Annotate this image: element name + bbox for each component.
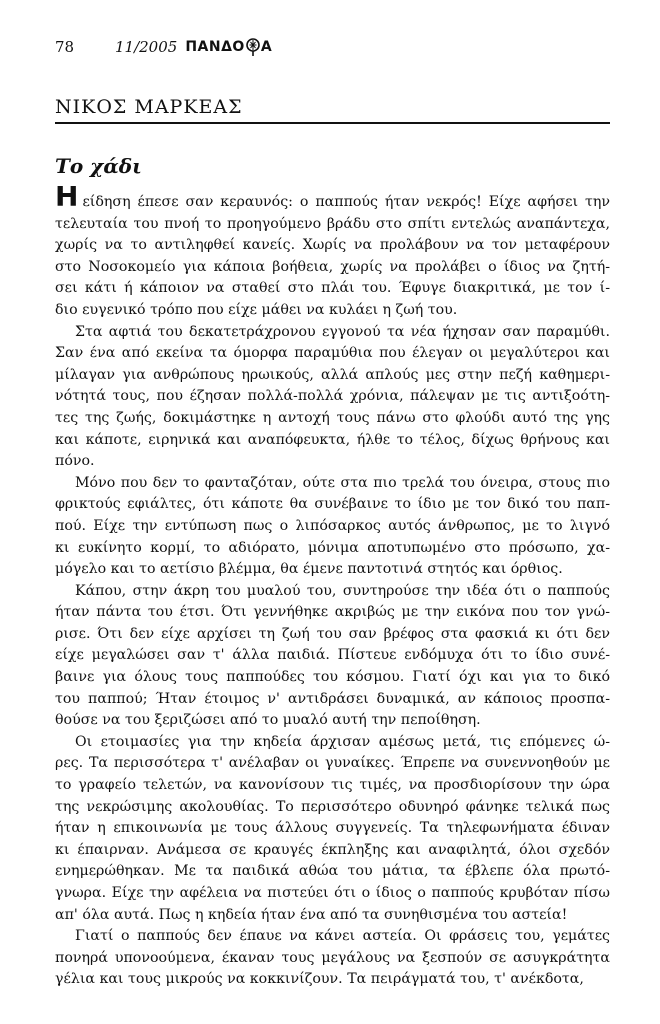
text-line: βαινε για όλους τους παππούδες του κόσμου. Γιατί όχι και για το δικό (55, 669, 610, 686)
text-line: Κάπου, στην άκρη του μυαλού του, συντηρούσε την ιδέα ότι ο παππούς (75, 582, 610, 599)
text-line: ενημερώθηκαν. Με τα παιδικά αθώα του μάτια, τα έβλεπε όλα πρωτό- (55, 863, 610, 880)
article-title: Το χάδι (55, 154, 142, 178)
text-line: νότητά τους, που έζησαν πολλά-πολλά χρόνια, πάλεψαν με τις αντιξοότη- (55, 388, 610, 405)
page-number: 78 (55, 38, 75, 56)
logo-right-text: Α (260, 39, 273, 55)
text-line: Στα αφτιά του δεκατετράχρονου εγγονού τα νέα ήχησαν σαν παραμύθι. (75, 323, 610, 340)
text-line: πού. Είχε την εντύπωση πως ο λιπόσαρκος αυτός άνθρωπος, με το λιγνό (55, 517, 610, 534)
text-line: του παππού; Ήταν έτοιμος ν' αντιδράσει δυναμικά, αν κάποιος προσπα- (55, 690, 610, 707)
text-line: διο ευγενικό τρόπο που είχε μάθει να κυλάει η ζωή του. (55, 301, 458, 318)
paragraph (55, 732, 610, 926)
paragraph (55, 581, 610, 732)
text-line: γνωρα. Είχε την αφέλεια να πιστεύει ότι ο ίδιος ο παππούς κρυβόταν πίσω (55, 885, 610, 901)
text-line: γέλια και τους μικρούς να κοκκινίζουν. Τα πειράγματά του, τ' ανέκδοτα, (55, 971, 584, 988)
text-line: ρες. Τα περισσότερα τ' ανέλαβαν οι γυναίκες. Έπρεπε να συνεννοηθούν με (55, 755, 610, 772)
text-line: ήταν η επικοινωνία με τους άλλους συγγενείς. Τα τηλεφωνήματα έδιναν (55, 820, 610, 837)
text-line: κι έπαιρναν. Ανάμεσα σε κραυγές έκπληξης και αναφιλητά, όλοι σχεδόν (55, 841, 610, 858)
paragraph (55, 186, 610, 322)
drop-cap: Η (55, 186, 79, 213)
text-line: Σαν ένα από εκείνα τα όμορφα παραμύθια που έλεγαν οι μεγαλύτεροι και (55, 345, 610, 362)
paragraph (55, 926, 610, 991)
running-head (55, 36, 272, 58)
article-body (55, 186, 610, 991)
text-line: κι ευκίνητο κορμί, το αδιόρατο, μόνιμα αποτυπωμένο στο πρόσωπο, χα- (55, 539, 610, 556)
text-line: ήταν πάντα του έτσι. Ότι γεννήθηκε ακριβώς με την εικόνα που τον γνώ- (55, 604, 610, 621)
text-line: τες της ζωής, δοκιμάστηκε η αντοχή τους πάνω στο φλούδι αυτό της γης (55, 409, 610, 426)
text-line: χωρίς να το αντιληφθεί κανείς. Χωρίς να προλάβουν να τον μεταφέρουν (55, 237, 610, 254)
text-line: είχε μεγαλώσει σαν τ' άλλα παιδιά. Πίστευε ενδόμυχα ότι το ίδιο συνέ- (55, 647, 610, 664)
text-line: Οι ετοιμασίες για την κηδεία άρχισαν αμέσως μετά, τις επόμενες ώ- (75, 733, 610, 750)
text-line: ρισε. Ότι δεν είχε αρχίσει τη ζωή του σαν βρέφος στα φασκιά κι ότι δεν (55, 625, 610, 642)
text-line: πονηρά υπονοούμενα, έκαναν τους μεγάλους να ξεσπούν σε ασυγκράτητα (55, 949, 610, 966)
text-line: στο Νοσοκομείο για κάποια βοήθεια, χωρίς να προλάβει ο ίδιος να ζητή- (55, 258, 610, 275)
text-line: Μόνο που δεν το φανταζόταν, ούτε στα πιο τρελά του όνειρα, στους πιο (75, 474, 610, 491)
logo-emblem-icon (246, 37, 260, 57)
text-line: Γιατί ο παππούς δεν έπαυε να κάνει αστεία. Οι φράσεις του, γεμάτες (75, 928, 610, 945)
text-line: απ' όλα αυτά. Πως η κηδεία ήταν ένα από τα συνηθισμένα του αστεία! (55, 906, 568, 923)
text-line: το γραφείο τελετών, να κανονίσουν τις τιμές, να προσδιορίσουν την ώρα (55, 777, 610, 794)
text-line: σει κάτι ή κάποιον να σταθεί στο πλάι του. Έφυγε διακριτικά, με τον ί- (55, 280, 610, 297)
text-line: Ηείδηση έπεσε σαν κεραυνός: ο παππούς ήταν νεκρός! Είχε αφήσει την (55, 186, 610, 214)
logo-left-text: ΠΑΝΔΟ (185, 39, 245, 55)
text-line: της νεκρώσιμης ακολουθίας. Το περισσότερο οδυνηρό φάνηκε τελικά πως (55, 798, 610, 815)
magazine-logo (185, 37, 272, 57)
paragraph (55, 473, 610, 581)
text-line: μόγελο και το αετίσιο βλέμμα, θα έμενε παντοτινά στητός και όρθιος. (55, 561, 563, 578)
text-line: πόνο. (55, 453, 95, 470)
author-name: ΝΙΚΟΣ ΜΑΡΚΕΑΣ (55, 96, 243, 118)
text-line: θούσε να του ξεριζώσει από το μυαλό αυτή την πεποίθηση. (55, 712, 481, 729)
issue-number: 11/2005 (115, 38, 178, 56)
header-divider (55, 122, 610, 124)
paragraph (55, 322, 610, 473)
text-line: και κάποτε, ειρηνικά και αναπόφευκτα, ήλθε το τέλος, δίχως θρήνους και (55, 431, 610, 448)
text-line: τελευταία του πνοή το προηγούμενο βράδυ στο σπίτι εντελώς αναπάντεχα, (55, 215, 610, 232)
text-line: μίλαγαν για ανθρώπους ηρωικούς, αλλά απλούς μες στην πεζή καθημερι- (55, 366, 610, 383)
text-line: φρικτούς εφιάλτες, ότι κάποτε θα συνέβαινε το ίδιο με τον δικό του παπ- (55, 496, 610, 513)
